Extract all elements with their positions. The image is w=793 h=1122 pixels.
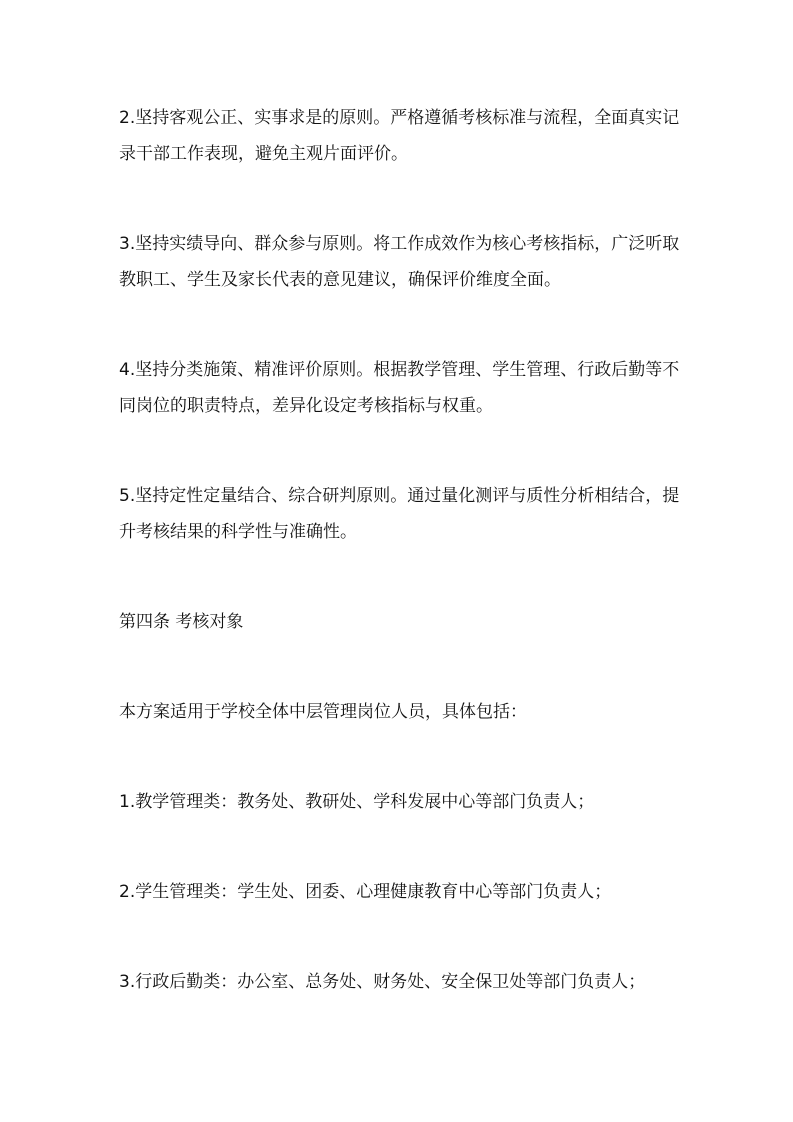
target-item-teaching: 1.教学管理类：教务处、教研处、学科发展中心等部门负责人； — [119, 792, 595, 812]
target-item-student: 2.学生管理类：学生处、团委、心理健康教育中心等部门负责人； — [119, 882, 612, 902]
principle-paragraph-5: 5.坚持定性定量结合、综合研判原则。通过量化测评与质性分析相结合，提升考核结果的科学性与准确性。 — [119, 486, 680, 542]
document-body — [119, 100, 684, 1054]
section-title: 第四条 考核对象 — [119, 612, 244, 632]
principle-paragraph-3: 3.坚持实绩导向、群众参与原则。将工作成效作为核心考核指标，广泛听取教职工、学生及家长代表的意见建议，确保评价维度全面。 — [119, 234, 680, 290]
section-intro: 本方案适用于学校全体中层管理岗位人员，具体包括： — [119, 702, 527, 722]
target-item-admin: 3.行政后勤类：办公室、总务处、财务处、安全保卫处等部门负责人； — [119, 972, 646, 992]
principle-paragraph-2: 2.坚持客观公正、实事求是的原则。严格遵循考核标准与流程，全面真实记录干部工作表现，避免主观片面评价。 — [119, 108, 680, 164]
principle-paragraph-4: 4.坚持分类施策、精准评价原则。根据教学管理、学生管理、行政后勤等不同岗位的职责特点，差异化设定考核指标与权重。 — [119, 360, 680, 416]
